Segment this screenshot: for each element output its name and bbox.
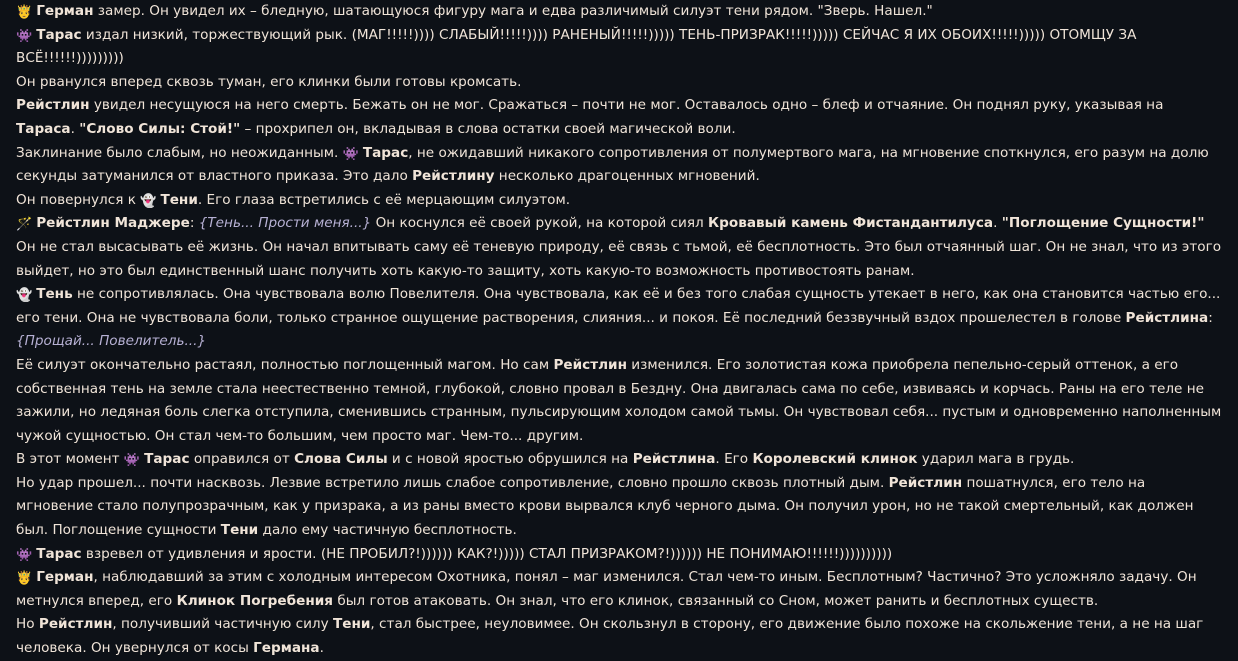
- narration-text: Он повернулся к: [16, 191, 141, 208]
- message-paragraph: [16, 212, 1222, 236]
- person-icon: 🤴: [16, 571, 33, 587]
- bold-text: "Слово Силы: Стой!": [79, 120, 241, 137]
- thought-text: {Тень... Прости меня...}: [198, 215, 372, 232]
- narration-text: Заклинание было слабым, но неожиданным.: [16, 144, 343, 161]
- bold-text: Герман: [36, 569, 94, 586]
- narration-text: издал низкий, торжествующий рык. (МАГ!!!!!)))) СЛАБЫЙ!!!!!)))) РАНЕНЫЙ!!!!!))))) ТЕНЬ-ПРИЗРАК!!!!!))))) СЕЙЧАС Я ИХ ОБОИХ!!!!!))))) ОТОМЩУ ЗА ВСЁ!!!!!!))))))))): [16, 26, 1137, 67]
- message-paragraph: [16, 189, 1222, 213]
- narration-text: :: [1208, 309, 1213, 326]
- bold-text: Тараса: [16, 120, 71, 137]
- narration-text: , не ожидавший никакого сопротивления от полумертвого мага, на мгновение споткнулся, его разум на долю секунды затуманился от властного приказа. Это дало: [16, 144, 1209, 185]
- person-icon: 🤴: [16, 5, 33, 20]
- alien-monster-icon: 👾: [16, 28, 33, 44]
- narration-text: Он рванулся вперед сквозь туман, его клинки были готовы кромсать.: [16, 73, 522, 90]
- narration-text: оправился от: [189, 451, 295, 468]
- narration-text: .: [993, 215, 1002, 232]
- message-paragraph: [16, 354, 1222, 448]
- message-paragraph: [16, 613, 1222, 660]
- narration-text: пошатнулся, его тело на мгновение стало полупрозрачным, как у призрака, а из раны вместо крови вырвался клуб черного дыма. Он получил урон, но не такой смертельный, как должен был. Поглощение сущности: [16, 474, 1194, 539]
- narration-text: Он не стал высасывать её жизнь. Он начал впитывать саму её теневую природу, её связь с тьмой, её бесплотность. Это был отчаянный шаг. Он не знал, что из этого выйдет, но это был единственный шанс получить хоть какую-то защиту, хоть какую-то возможность противостоять ранам.: [16, 238, 1222, 279]
- narration-text: изменился. Его золотистая кожа приобрела пепельно-серый оттенок, а его собственная тень на земле стала неестественно темной, глубокой, словно провал в Бездну. Она двигалась сама по себе, извиваясь и корчась. Раны на его теле не зажили, но ледяная боль слегка отступила, сменившись странным, пульсирующим холодом самой тьмы. Он чувствовал себя... пустым и одновременно наполненным чужой сущностью. Он стал чем-то большим, чем просто маг. Чем-то... другим.: [16, 356, 1222, 444]
- narration-text: замер. Он увидел их – бледную, шатающуюся фигуру мага и едва различимый силуэт тени рядом. "Зверь. Нашел.": [93, 3, 933, 19]
- bold-text: Рейстлин: [888, 474, 963, 491]
- message-paragraph: [16, 448, 1222, 472]
- thought-text: {Прощай... Повелитель...}: [16, 333, 207, 350]
- message-paragraph: [16, 283, 1222, 354]
- narration-text: несколько драгоценных мгновений.: [494, 168, 760, 185]
- bold-text: Тень: [36, 286, 73, 303]
- message-paragraph: [16, 472, 1222, 543]
- bold-text: Тени: [160, 191, 198, 208]
- alien-monster-icon: 👾: [16, 547, 33, 563]
- bold-text: Рейстлин: [38, 616, 113, 633]
- narration-text: не сопротивлялась. Она чувствовала волю Повелителя. Она чувствовала, как её и без того слабая сущность утекает в него, как она становится частью его... его тени. Она не чувствовала боли, только странное ощущение растворения, слияния... и покоя. Её последний беззвучный вздох прошелестел в голове: [16, 286, 1221, 326]
- narration-text: был готов атаковать. Он знал, что его клинок, связанный со Сном, может ранить и бесплотных существ.: [333, 592, 1099, 609]
- message-paragraph: [16, 566, 1222, 613]
- narration-text: :: [189, 215, 199, 232]
- bold-text: Кровавый камень Фистандантилуса: [708, 215, 994, 232]
- bold-text: Рейстлин: [553, 356, 627, 373]
- narration-text: ударил мага в грудь.: [917, 451, 1075, 468]
- narration-text: .: [70, 120, 80, 137]
- bold-text: Рейстлина: [632, 451, 716, 468]
- bold-text: Слова Силы: [294, 451, 388, 468]
- bold-text: Германа: [253, 640, 320, 657]
- message-paragraph: [16, 94, 1222, 141]
- message-paragraph: [16, 71, 1222, 95]
- bold-text: Королевский клинок: [752, 451, 918, 468]
- magic-wand-icon: 🪄: [16, 217, 33, 233]
- alien-monster-icon: 👾: [342, 146, 359, 162]
- bold-text: Рейстлина: [1125, 309, 1209, 326]
- narration-text: , наблюдавший за этим с холодным интересом Охотника, понял – маг изменился. Стал чем-то иным. Бесплотным? Частично? Это усложняло задачу. Он метнулся вперед, его: [16, 569, 1197, 609]
- narration-text: . Его: [715, 451, 753, 468]
- narration-text: Но удар прошел... почти насквозь. Лезвие встретило лишь слабое сопротивление, словно прошло сквозь плотный дым.: [16, 474, 889, 491]
- bold-text: Герман: [36, 3, 94, 19]
- message-paragraph: [16, 24, 1222, 71]
- bold-text: Рейстлин: [16, 97, 90, 114]
- narration-text: Но: [16, 616, 39, 633]
- bold-text: Тарас: [144, 451, 190, 468]
- bold-text: Рейстлин Маджере: [36, 215, 190, 232]
- bold-text: Клинок Погребения: [176, 592, 333, 609]
- narration-text: увидел несущуюся на него смерть. Бежать он не мог. Сражаться – почти не мог. Оставалось одно – блеф и отчаяние. Он поднял руку, указывая на: [89, 97, 1164, 114]
- narration-text: взревел от удивления и ярости. (НЕ ПРОБИЛ?!)))))) КАК?!))))) СТАЛ ПРИЗРАКОМ?!)))))) НЕ ПОНИМАЮ!!!!!!)))))))))): [81, 545, 893, 562]
- narration-text: – прохрипел он, вкладывая в слова остатки своей магической воли.: [240, 120, 736, 137]
- bold-text: Рейстлину: [412, 168, 495, 185]
- bold-text: "Поглощение Сущности!": [1001, 215, 1205, 232]
- ghost-icon: 👻: [140, 193, 157, 209]
- bold-text: Тени: [220, 522, 259, 539]
- narration-text: и с новой яростью обрушился на: [387, 451, 633, 468]
- narration-text: Её силуэт окончательно растаял, полностью поглощенный магом. Но сам: [16, 356, 554, 373]
- bold-text: Тарас: [36, 545, 82, 562]
- message-paragraph: [16, 236, 1222, 283]
- message-paragraph: [16, 0, 1222, 24]
- narration-text: , стал быстрее, неуловимее. Он скользнул в сторону, его движение было похоже на скольжение тени, а не на шаг человека. Он увернулся от косы: [16, 616, 1204, 657]
- narration-text: .: [319, 640, 324, 657]
- message-paragraph: [16, 142, 1222, 189]
- bold-text: Тени: [332, 616, 371, 633]
- narration-text: , получивший частичную силу: [112, 616, 333, 633]
- narration-text: В этот момент: [16, 451, 124, 468]
- narration-text: Он коснулся её своей рукой, на которой сиял: [371, 215, 709, 232]
- message-paragraph: [16, 543, 1222, 567]
- narration-text: дало ему частичную бесплотность.: [258, 522, 517, 539]
- narration-text: . Его глаза встретились с её мерцающим силуэтом.: [197, 191, 571, 208]
- bold-text: Тарас: [36, 26, 82, 43]
- ghost-icon: 👻: [16, 288, 33, 304]
- alien-monster-icon: 👾: [123, 453, 141, 469]
- bold-text: Тарас: [362, 144, 409, 161]
